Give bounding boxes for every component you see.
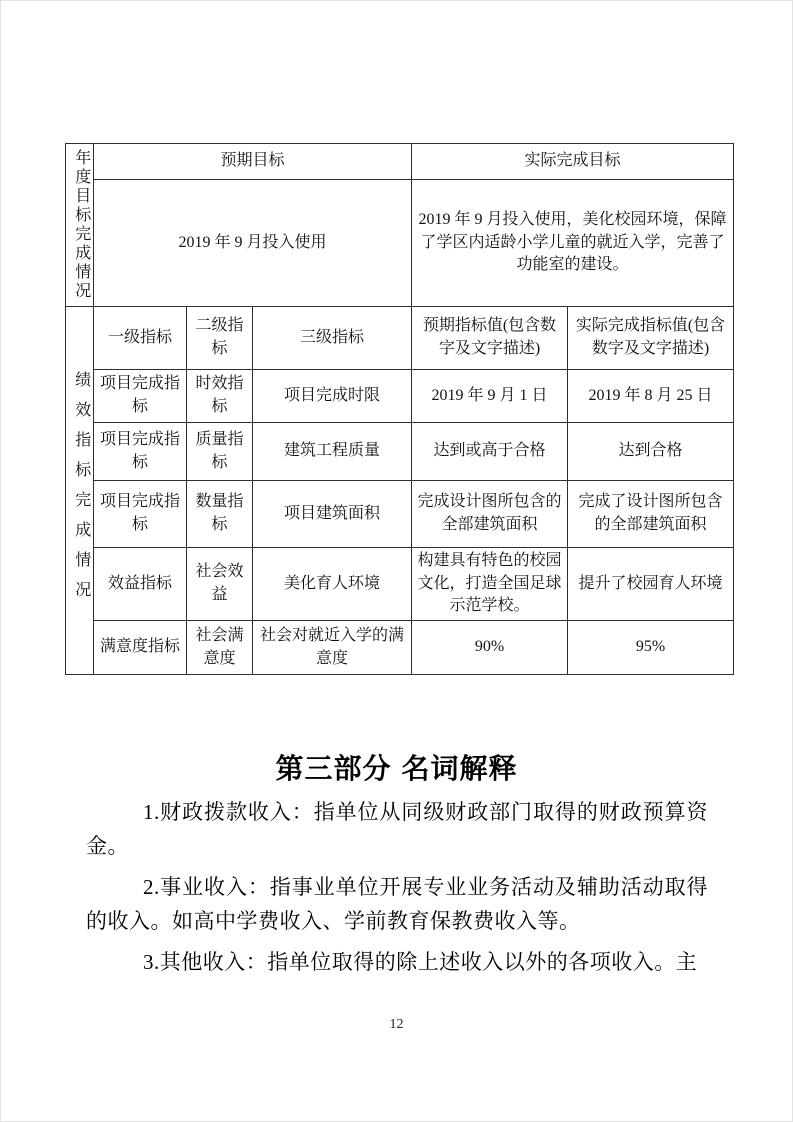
table-cell: 95%	[568, 621, 734, 675]
table-cell: 完成了设计图所包含的全部建筑面积	[568, 481, 734, 548]
indicator-row-satisfaction	[66, 621, 734, 675]
table-cell: 项目完成指标	[94, 481, 187, 548]
table-cell: 效益指标	[94, 548, 187, 621]
indicator-header-row	[66, 307, 734, 370]
performance-section-label	[66, 307, 94, 675]
actual-goal-header: 实际完成目标	[412, 144, 734, 180]
annual-goal-section-label-text: 年度目标完成情况	[72, 149, 90, 301]
glossary-item-fiscal-income: 1.财政拨款收入：指单位从同级财政部门取得的财政预算资金。	[86, 800, 708, 858]
glossary-item-operating-income: 2.事业收入：指事业单位开展专业业务活动及辅助活动取得的收入。如高中学费收入、学前教育保教费收入等。	[86, 875, 708, 933]
table-cell: 达到合格	[568, 423, 734, 481]
table-cell: 社会效益	[187, 548, 253, 621]
expected-goal-value: 2019 年 9 月投入使用	[94, 180, 412, 307]
expected-goal-header: 预期目标	[94, 144, 412, 180]
actual-goal-value: 2019 年 9 月投入使用，美化校园环境，保障了学区内适龄小学儿童的就近入学，完善了功能室的建设。	[412, 180, 734, 307]
section-heading-number: 第三部分	[275, 754, 392, 785]
table-cell: 时效指标	[187, 370, 253, 423]
column-header-actual-value: 实际完成指标值(包含数字及文字描述)	[568, 307, 734, 370]
table-cell: 社会对就近入学的满意度	[253, 621, 412, 675]
table-cell: 提升了校园育人环境	[568, 548, 734, 621]
table-cell: 项目完成指标	[94, 423, 187, 481]
column-header-level3: 三级指标	[253, 307, 412, 370]
glossary-section	[86, 795, 708, 986]
annual-goal-value-row	[66, 180, 734, 307]
table-cell: 数量指标	[187, 481, 253, 548]
glossary-item-other-income: 3.其他收入：指单位取得的除上述收入以外的各项收入。主	[143, 950, 698, 974]
table-cell: 美化育人环境	[253, 548, 412, 621]
indicator-row-time	[66, 370, 734, 423]
table-cell: 项目完成时限	[253, 370, 412, 423]
performance-table	[65, 143, 734, 675]
table-cell: 建筑工程质量	[253, 423, 412, 481]
indicator-row-quantity	[66, 481, 734, 548]
table-cell: 达到或高于合格	[412, 423, 568, 481]
table-cell: 构建具有特色的校园文化，打造全国足球示范学校。	[412, 548, 568, 621]
table-cell: 90%	[412, 621, 568, 675]
table-cell: 质量指标	[187, 423, 253, 481]
table-cell: 完成设计图所包含的全部建筑面积	[412, 481, 568, 548]
section-heading-title: 名词解释	[401, 753, 518, 784]
table-cell: 满意度指标	[94, 621, 187, 675]
page-number: 12	[389, 1017, 404, 1032]
annual-goal-header-row	[66, 144, 734, 180]
column-header-level2: 二级指标	[187, 307, 253, 370]
table-cell: 2019 年 9 月 1 日	[412, 370, 568, 423]
indicator-row-benefit	[66, 548, 734, 621]
annual-goal-section-label	[66, 144, 94, 307]
table-cell: 项目建筑面积	[253, 481, 412, 548]
table-cell: 2019 年 8 月 25 日	[568, 370, 734, 423]
column-header-expected-value: 预期指标值(包含数字及文字描述)	[412, 307, 568, 370]
table-cell: 社会满意度	[187, 621, 253, 675]
table-cell: 项目完成指标	[94, 370, 187, 423]
performance-section-label-text: 绩效指标完成情况	[72, 370, 90, 611]
section-heading	[1, 747, 792, 787]
indicator-row-quality	[66, 423, 734, 481]
column-header-level1: 一级指标	[94, 307, 187, 370]
